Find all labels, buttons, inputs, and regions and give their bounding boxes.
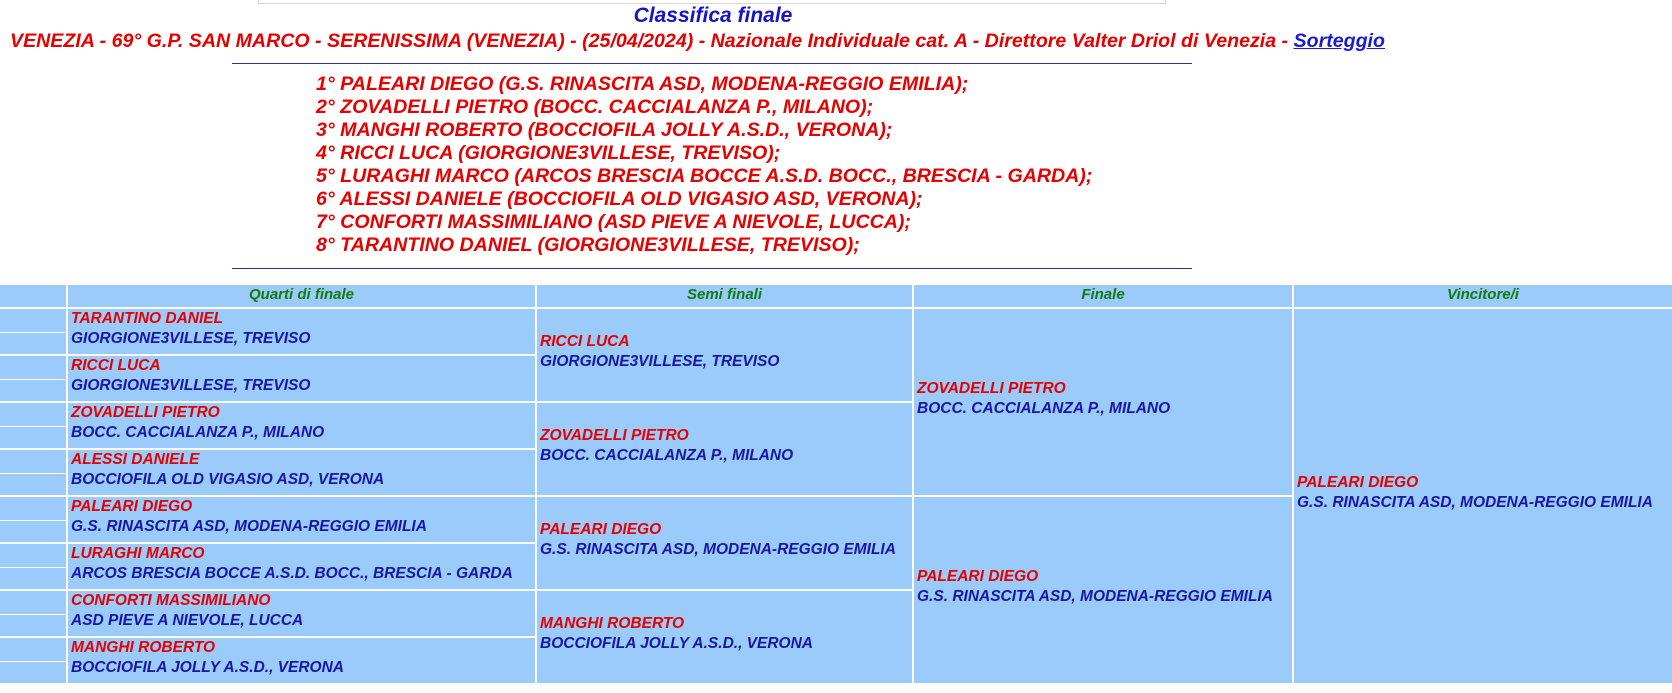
bracket-index-cell: [0, 638, 66, 661]
event-description: VENEZIA - 69° G.P. SAN MARCO - SERENISSIMA (VENEZIA) - (25/04/2024) - Nazionale Individuale cat. A - Direttore Valter Driol di Venezia -: [10, 30, 1294, 52]
winner-cell: [1294, 309, 1672, 683]
divider-bottom: [232, 268, 1192, 269]
quarterfinals-cell: [68, 309, 535, 354]
quarterfinals-cell: [68, 638, 535, 683]
bracket-index-cell: [0, 356, 66, 379]
bracket-index-cell: [0, 380, 66, 402]
player-club: BOCC. CACCIALANZA P., MILANO: [540, 447, 794, 464]
player-club: BOCCIOFILA JOLLY A.S.D., VERONA: [540, 635, 813, 652]
bracket-header: Quarti di finale: [68, 285, 535, 307]
bracket-index-cell: [0, 450, 66, 473]
quarterfinals-cell: [68, 403, 535, 448]
bracket-header: Finale: [914, 285, 1292, 307]
player-name: MANGHI ROBERTO: [540, 615, 685, 632]
bracket-index-cell: [0, 309, 66, 332]
bracket-header: Semi finali: [537, 285, 912, 307]
bracket-index-cell: [0, 544, 66, 567]
ranking-item: 2° ZOVADELLI PIETRO (BOCC. CACCIALANZA P., MILANO);: [316, 96, 874, 118]
player-name: LURAGHI MARCO: [71, 545, 205, 562]
player-name: ZOVADELLI PIETRO: [917, 380, 1066, 397]
ranking-item: 7° CONFORTI MASSIMILIANO (ASD PIEVE A NIEVOLE, LUCCA);: [316, 211, 911, 233]
player-club: G.S. RINASCITA ASD, MODENA-REGGIO EMILIA: [71, 518, 427, 535]
sorteggio-link[interactable]: Sorteggio: [1293, 30, 1385, 52]
bracket-index-cell: [0, 615, 66, 637]
bracket-index-cell: [0, 333, 66, 355]
player-club: GIORGIONE3VILLESE, TREVISO: [540, 353, 780, 370]
player-name: PALEARI DIEGO: [1297, 474, 1419, 491]
event-subtitle: [10, 30, 1385, 53]
semifinals-cell: [537, 497, 912, 589]
bracket-index-cell: [0, 591, 66, 614]
quarterfinals-cell: [68, 450, 535, 495]
quarterfinals-cell: [68, 591, 535, 636]
player-name: TARANTINO DANIEL: [71, 310, 224, 327]
bracket-index-cell: [0, 568, 66, 590]
player-club: G.S. RINASCITA ASD, MODENA-REGGIO EMILIA: [540, 541, 896, 558]
player-name: ZOVADELLI PIETRO: [71, 404, 220, 421]
bracket-header-blank: [0, 285, 66, 307]
bracket-index-cell: [0, 427, 66, 449]
player-club: ARCOS BRESCIA BOCCE A.S.D. BOCC., BRESCIA - GARDA: [71, 565, 513, 582]
player-name: PALEARI DIEGO: [71, 498, 193, 515]
player-club: BOCC. CACCIALANZA P., MILANO: [71, 424, 325, 441]
player-name: PALEARI DIEGO: [540, 521, 662, 538]
bracket-index-cell: [0, 497, 66, 520]
player-club: ASD PIEVE A NIEVOLE, LUCCA: [71, 612, 304, 629]
bracket-header: Vincitore/i: [1294, 285, 1672, 307]
player-club: BOCCIOFILA OLD VIGASIO ASD, VERONA: [71, 471, 385, 488]
player-name: MANGHI ROBERTO: [71, 639, 216, 656]
player-club: BOCC. CACCIALANZA P., MILANO: [917, 400, 1171, 417]
quarterfinals-cell: [68, 544, 535, 589]
semifinals-cell: [537, 309, 912, 401]
ranking-item: 1° PALEARI DIEGO (G.S. RINASCITA ASD, MODENA-REGGIO EMILIA);: [316, 73, 969, 95]
semifinals-cell: [537, 591, 912, 683]
final-cell: [914, 497, 1292, 683]
player-club: GIORGIONE3VILLESE, TREVISO: [71, 377, 311, 394]
player-name: PALEARI DIEGO: [917, 568, 1039, 585]
divider-top: [232, 63, 1192, 64]
semifinals-cell: [537, 403, 912, 495]
tournament-bracket: [0, 285, 1672, 685]
player-name: RICCI LUCA: [71, 357, 161, 374]
final-cell: [914, 309, 1292, 495]
bracket-index-cell: [0, 403, 66, 426]
player-club: G.S. RINASCITA ASD, MODENA-REGGIO EMILIA: [917, 588, 1273, 605]
ranking-item: 5° LURAGHI MARCO (ARCOS BRESCIA BOCCE A.S.D. BOCC., BRESCIA - GARDA);: [316, 165, 1093, 187]
player-club: BOCCIOFILA JOLLY A.S.D., VERONA: [71, 659, 344, 676]
ranking-item: 4° RICCI LUCA (GIORGIONE3VILLESE, TREVISO);: [316, 142, 781, 164]
bracket-index-cell: [0, 474, 66, 496]
ranking-item: 6° ALESSI DANIELE (BOCCIOFILA OLD VIGASIO ASD, VERONA);: [316, 188, 923, 210]
final-ranking-list: [316, 73, 1092, 257]
ranking-item: 8° TARANTINO DANIEL (GIORGIONE3VILLESE, TREVISO);: [316, 234, 860, 256]
player-name: RICCI LUCA: [540, 333, 630, 350]
player-name: CONFORTI MASSIMILIANO: [71, 592, 271, 609]
player-club: G.S. RINASCITA ASD, MODENA-REGGIO EMILIA: [1297, 494, 1653, 511]
player-name: ZOVADELLI PIETRO: [540, 427, 689, 444]
player-club: GIORGIONE3VILLESE, TREVISO: [71, 330, 311, 347]
quarterfinals-cell: [68, 497, 535, 542]
bracket-index-cell: [0, 662, 66, 684]
quarterfinals-cell: [68, 356, 535, 401]
player-name: ALESSI DANIELE: [71, 451, 200, 468]
ranking-item: 3° MANGHI ROBERTO (BOCCIOFILA JOLLY A.S.D., VERONA);: [316, 119, 893, 141]
page-title: Classifica finale: [633, 4, 793, 27]
bracket-index-cell: [0, 521, 66, 543]
